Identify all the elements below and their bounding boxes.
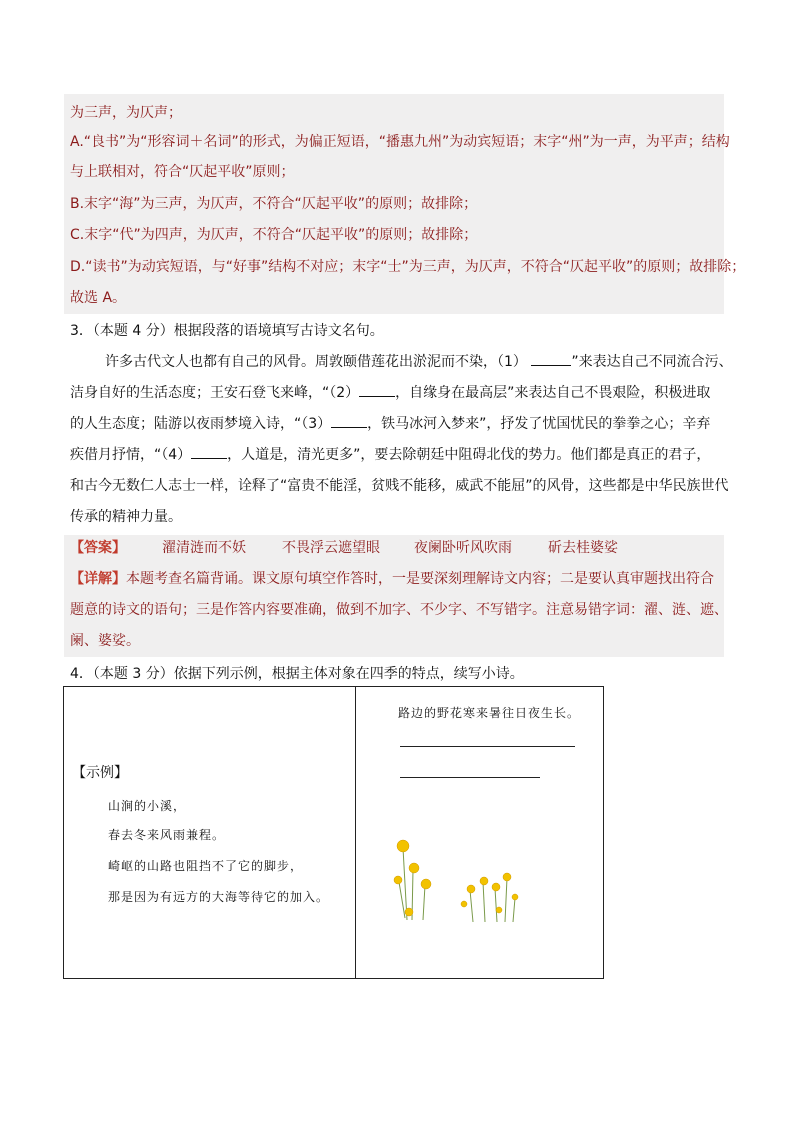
passage-line-3 xyxy=(70,414,710,434)
example-line-4: 那是因为有远方的大海等待它的加入。 xyxy=(108,890,330,904)
answer-3: 夜阑卧听风吹雨 xyxy=(414,540,512,556)
example-line-2: 春去冬来风雨兼程。 xyxy=(108,828,226,842)
passage-line-6: 传承的精神力量。 xyxy=(70,509,182,525)
passage-line-1 xyxy=(105,352,733,372)
analysis-line-7: 故选 A。 xyxy=(70,290,127,306)
analysis-line-2: A.“良书”为“形容词＋名词”的形式，为偏正短语，“播惠九州”为动宾短语；末字“州”为一声，为平声；结构 xyxy=(70,134,730,150)
answer-4: 斫去桂婆娑 xyxy=(548,540,618,556)
answer-2: 不畏浮云遮望眼 xyxy=(282,540,380,556)
table-divider xyxy=(355,686,356,979)
passage-text: 洁身自好的生活态度；王安石登飞来峰，“（2） xyxy=(70,385,360,401)
detail-line-3: 阑、婆娑。 xyxy=(70,633,140,649)
blank-3[interactable] xyxy=(331,415,367,428)
question-4-title: 4．（本题 3 分）依据下列示例，根据主体对象在四季的特点，续写小诗。 xyxy=(70,666,524,682)
analysis-line-5: C.末字“代”为四声，为仄声，不符合“仄起平收”的原则；故排除； xyxy=(70,227,478,243)
answer-line-1[interactable] xyxy=(400,746,575,747)
passage-line-2 xyxy=(70,383,710,403)
detail-text: 本题考查名篇背诵。课文原句填空作答时，一是要深刻理解诗文内容；二是要认真审题找出符合 xyxy=(126,571,714,587)
passage-text: ”来表达自己不同流合污、 xyxy=(571,354,733,370)
passage-line-5: 和古今无数仁人志士一样，诠释了“富贵不能淫，贫贱不能移，威武不能屈”的风骨，这些都是中华民族世代 xyxy=(70,478,729,494)
passage-text: ，铁马冰河入梦来”，抒发了忧国忧民的拳拳之心；辛弃 xyxy=(367,416,711,432)
wildflower-illustration xyxy=(385,830,530,930)
passage-text: 疾借月抒情，“（4） xyxy=(70,447,192,463)
blank-4[interactable] xyxy=(191,446,227,459)
detail-line-1: 【详解】本题考查名篇背诵。课文原句填空作答时，一是要深刻理解诗文内容；二是要认真审题找出符合 xyxy=(70,571,714,587)
passage-text: ，自缘身在最高层”来表达自己不畏艰险，积极进取 xyxy=(395,385,711,401)
detail-line-2: 题意的诗文的语句；三是作答内容要准确，做到不加字、不少字、不写错字。注意易错字词：濯、涟、遮、 xyxy=(70,602,728,618)
passage-text: 许多古代文人也都有自己的风骨。周敦颐借莲花出淤泥而不染，（1） xyxy=(105,354,527,370)
answer-line-2[interactable] xyxy=(400,777,540,778)
answer-1: 濯清涟而不妖 xyxy=(162,540,246,556)
blank-2[interactable] xyxy=(359,384,395,397)
example-line-3: 崎岖的山路也阻挡不了它的脚步， xyxy=(108,859,304,873)
passage-text: 的人生态度；陆游以夜雨梦境入诗，“（3） xyxy=(70,416,332,432)
passage-line-4 xyxy=(70,445,710,465)
example-line-1: 山涧的小溪， xyxy=(108,799,187,813)
analysis-line-6: D.“读书”为动宾短语，与“好事”结构不对应；末字“士”为三声，为仄声，不符合“仄起平收”的原则；故排除； xyxy=(70,259,746,275)
analysis-line-3: 与上联相对，符合“仄起平收”原则； xyxy=(70,164,295,180)
answer-tag: 【答案】 xyxy=(70,540,126,556)
example-label: 【示例】 xyxy=(72,765,128,781)
question-3-title: 3．（本题 4 分）根据段落的语境填写古诗文名句。 xyxy=(70,323,384,339)
blank-1[interactable] xyxy=(531,353,571,366)
analysis-line-1: 为三声，为仄声； xyxy=(70,105,182,121)
prompt-line: 路边的野花寒来暑往日夜生长。 xyxy=(398,706,581,720)
analysis-line-4: B.末字“海”为三声，为仄声，不符合“仄起平收”的原则；故排除； xyxy=(70,196,478,212)
passage-text: ，人道是，清光更多”，要去除朝廷中阻碍北伐的势力。他们都是真正的君子， xyxy=(227,447,711,463)
